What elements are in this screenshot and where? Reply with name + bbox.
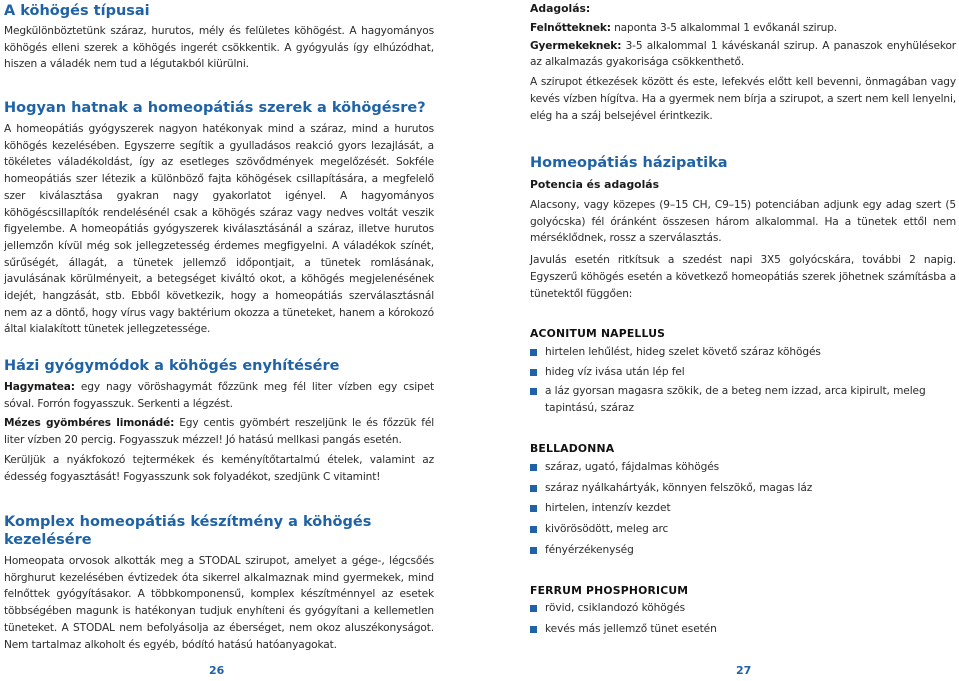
paragraph — [4, 415, 434, 448]
paragraph: Javulás esetén ritkítsuk a szedést napi 3X5 golyócskára, további 2 napig. Egyszerű köhögés esetén a következő homeopátiás szerek jöhetnek számításba a tünetektől függően: — [530, 254, 956, 300]
square-bullet-icon — [530, 464, 537, 471]
dosage-text: 3-5 alkalommal 1 kávéskanál szirup. A panaszok enyhülésekor az alkalmazás gyakorisága csökkenthető. — [530, 39, 956, 69]
list-item: fényérzékenység — [530, 542, 956, 559]
paragraph: A szirupot étkezések között és este, lefekvés előtt kell bevenni, önmagában vagy kevés vízben hígítva. Ha a gyermek nem bírja a szirupot, a szert nem kell lenyelni, elég ha a száj belsejével érintkezik. — [530, 76, 956, 122]
dosage-label: Gyermekeknek: — [530, 39, 622, 52]
paragraph: A homeopátiás gyógyszerek nagyon hatékonyak mind a száraz, mind a hurutos köhögés kezelésében. Egyszerre segítik a gyulladásos reakció gyors lezajlását, a tökéletes váladékoldást, így az esetleges szövődmények megelőzését. Sokféle homeopátiás szer létezik a különböző fajta köhögések csillapítására, a megfelelő szer kiválasztása gyakran nagy gyakorlatot igényel. A hagyományos köhögéscsillapítók rendelésénél csak a köhögés száraz vagy nedves voltát veszik figyelembe. A homeopátiás gyógyszerek kiválasztásánál a száraz, illetve hurutos jellemzőn kívül még sok jellegzetesség érdemes megfigyelni. A váladékok színét, sűrűségét, állagát, a tünetek jellemző időpontjait, a tünetek romlásának, javulásának körülményeit, a betegséget kiváltó okot, a köhögés megjelenésének idejét, hangzását, stb. Ebből következik, hogy a homeopátiás szerválasztásnál nem az a döntő, hogy vírus vagy baktérium okozza a tüneteket, hanem a kórokozó által kialakított tünetek jellegzetessége. — [4, 123, 434, 336]
square-bullet-icon — [530, 485, 537, 492]
list-item: kivörösödött, meleg arc — [530, 521, 956, 538]
paragraph — [530, 20, 956, 37]
paragraph: Kerüljük a nyákfokozó tejtermékek és keményítőtartalmú ételek, valamint az édesség fogyasztását! Fogyasszunk sok folyadékot, szedjünk C vitamint! — [4, 453, 434, 483]
page-number: 26 — [209, 664, 225, 677]
remedy-belladonna — [530, 441, 956, 559]
section-title: A köhögés típusai — [4, 3, 150, 19]
square-bullet-icon — [530, 605, 537, 612]
remedy-label: Hagymatea: — [4, 381, 75, 393]
section-home-remedies — [4, 357, 434, 485]
dosage-text: naponta 3-5 alkalommal 1 evőkanál szirup. — [610, 22, 838, 34]
square-bullet-icon — [530, 505, 537, 512]
list-item: hideg víz ivása után lép fel — [530, 364, 956, 381]
square-bullet-icon — [530, 626, 537, 633]
paragraph — [4, 379, 434, 412]
section-title: Házi gyógymódok a köhögés enyhítésére — [4, 358, 340, 374]
remedy-aconitum — [530, 326, 956, 417]
remedy-name: BELLADONNA — [530, 442, 615, 455]
remedy-name: FERRUM PHOSPHORICUM — [530, 584, 689, 597]
section-dosage — [530, 1, 956, 124]
list-item: a láz gyorsan magasra szökik, de a beteg nem izzad, arca kipirult, meleg tapintású, száraz — [530, 383, 956, 416]
paragraph: Megkülönböztetünk száraz, hurutos, mély és felületes köhögést. A hagyományos köhögés elleni szerek a köhögés ingerét csökkentik. A gyógyulás így elhúzódhat, hiszen a váladék nem tud a légutakból kiürülni. — [4, 25, 434, 71]
square-bullet-icon — [530, 369, 537, 376]
list-item: száraz nyálkahártyák, könnyen felszökő, magas láz — [530, 480, 956, 497]
dosage-heading: Adagolás: — [530, 2, 591, 15]
remedy-symptom-list — [530, 344, 956, 417]
section-home-pharmacy — [530, 154, 956, 302]
remedy-text: egy nagy vöröshagymát főzzünk meg fél liter vízben egy csipet sóval. Forrón fogyasszuk. Serkenti a légzést. — [4, 381, 434, 410]
list-item: kevés más jellemző tünet esetén — [530, 621, 956, 638]
section-title: Komplex homeopátiás készítmény a köhögés kezelésére — [4, 514, 372, 548]
square-bullet-icon — [530, 388, 537, 395]
paragraph — [530, 38, 956, 71]
section-subtitle: Potencia és adagolás — [530, 178, 660, 191]
remedy-symptom-list — [530, 600, 956, 637]
section-title: Hogyan hatnak a homeopátiás szerek a köhögésre? — [4, 100, 426, 116]
list-item: hirtelen, intenzív kezdet — [530, 500, 956, 517]
square-bullet-icon — [530, 349, 537, 356]
dosage-label: Felnőtteknek: — [530, 22, 611, 34]
remedy-ferrum — [530, 583, 956, 637]
list-item: száraz, ugató, fájdalmas köhögés — [530, 459, 956, 476]
square-bullet-icon — [530, 547, 537, 554]
section-cough-types — [4, 2, 434, 73]
page-number: 27 — [736, 664, 752, 677]
paragraph: Alacsony, vagy közepes (9–15 CH, C9–15) potenciában adjunk egy adag szert (5 golyócska) fél óránként összesen három alkalommal. Ha a tünetek ettől nem mérséklődnek, rossz a szerválasztás. — [530, 199, 956, 245]
section-complex-preparation — [4, 513, 434, 653]
list-item: rövid, csiklandozó köhögés — [530, 600, 956, 617]
section-homeopathy-effect — [4, 99, 434, 338]
remedy-name: ACONITUM NAPELLUS — [530, 327, 666, 340]
remedy-text: Egy centis gyömbért reszeljünk le és főzzük fél liter vízben 20 percig. Fogyasszuk mézzel! Jó hatású mellkasi pangás esetén. — [4, 417, 434, 447]
remedy-label: Mézes gyömbéres limonádé: — [4, 417, 175, 430]
square-bullet-icon — [530, 526, 537, 533]
list-item: hirtelen lehűlést, hideg szelet követő száraz köhögés — [530, 344, 956, 361]
paragraph: Homeopata orvosok alkották meg a STODAL szirupot, amelyet a gége-, légcsőés hörghurut kezelésében évtizedek óta sikerrel alkalmaznak mind gyermekek, mind felnőttek gyógyításakor. A többkomponensű, komplex készítménnyel az esetek többségében magunk is hatékonyan tudjuk enyhíteni és gyógyítani a kellemetlen tüneteket. A STODAL nem befolyásolja az éberséget, nem okoz aluszékonyságot. Nem tartalmaz alkoholt és egyéb, bódító hatású hatóanyagokat. — [4, 555, 434, 651]
remedy-symptom-list — [530, 459, 956, 559]
section-title: Homeopátiás házipatika — [530, 155, 728, 171]
